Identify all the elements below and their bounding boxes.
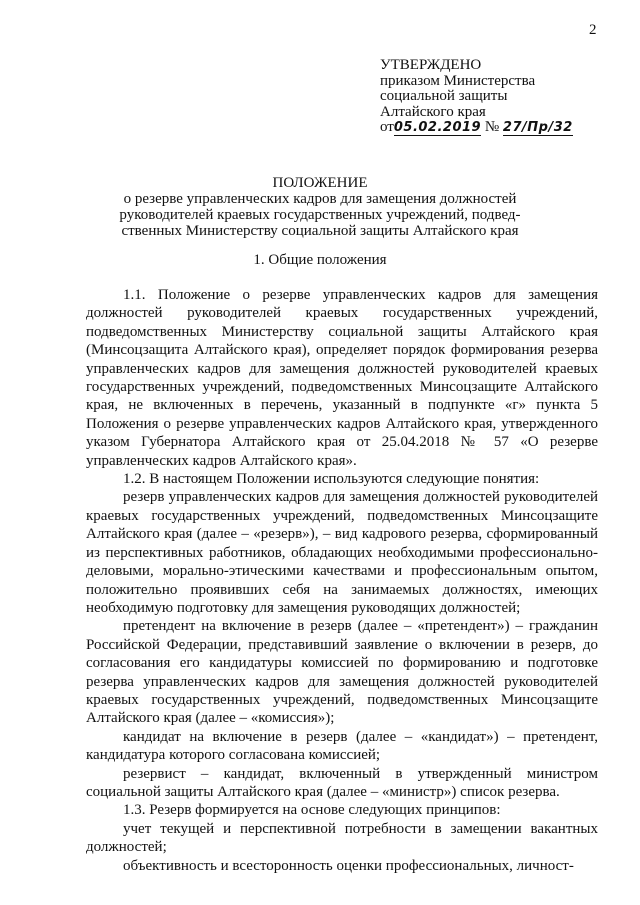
title-line: руководителей краевых государственных учреждений, подвед- — [119, 207, 521, 223]
document-body — [86, 286, 598, 875]
approval-stamp — [380, 58, 573, 136]
paragraph: кандидат на включение в резерв (далее – «кандидат») – претендент, кандидатура которого согласована комиссией; — [86, 728, 598, 764]
section-heading: 1. Общие положения — [253, 252, 387, 268]
approval-line: приказом Министерства — [380, 72, 536, 89]
approval-line: Алтайского края — [380, 103, 486, 120]
date-prefix: от — [380, 119, 394, 135]
paragraph: претендент на включение в резерв (далее – «претендент») – гражданин Российской Федерации, представивший заявление о включении в резерв, до согласования его кандидатуры комиссией по формированию и подготовке резерва управленческих кадров для замещения должностей руководителей краевых государственных учреждений, подведомственных Минсоцзащите Алтайского края (далее – «комиссия»); — [86, 618, 598, 727]
document-title — [0, 175, 640, 239]
approval-heading: УТВЕРЖДЕНО — [380, 57, 482, 73]
title-main: ПОЛОЖЕНИЕ — [272, 175, 368, 191]
paragraph: 1.1. Положение о резерве управленческих кадров для замещения должностей руководителей краевых государственных учреждений, подведомственных Министерству социальной защиты Алтайского края (Минсоцзащита Алтайского края), определяет порядок формирования резерва управленческих кадров для замещения должностей руководителей краевых государственных учреждений, подведомственных Минсоцзащите Алтайского края, не включенных в перечень, указанный в подпункте «г» пункта 5 Положения о резерве управленческих кадров Алтайского края, утвержденного указом Губернатора Алтайского края от 25.04.2018 № 57 «О резерве управленческих кадров Алтайского края». — [86, 287, 598, 469]
paragraph: резерв управленческих кадров для замещения должностей руководителей краевых государственных учреждений, подведомственных Минсоцзащите Алтайского края (далее – «резерв»), – вид кадрового резерва, сформированный из перспективных работников, обладающих необходимыми профессионально-деловыми, морально-этическими качествами и профессиональным опытом, положительно проявивших себя на занимаемых должностях, имеющих необходимую подготовку для замещения руководящих должностей; — [86, 489, 598, 616]
handwritten-date: 05.02.2019 — [393, 120, 482, 135]
paragraph: 1.2. В настоящем Положении используются следующие понятия: — [123, 471, 540, 488]
number-label: № — [484, 119, 500, 135]
paragraph: учет текущей и перспективной потребности в замещении вакантных должностей; — [86, 820, 598, 856]
title-line: ственных Министерству социальной защиты Алтайского края — [121, 223, 519, 239]
approval-line: социальной защиты — [380, 88, 508, 104]
handwritten-number: 27/Пр/32 — [502, 120, 573, 135]
title-line: о резерве управленческих кадров для замещения должностей — [123, 191, 517, 207]
paragraph: 1.3. Резерв формируется на основе следующих принципов: — [123, 802, 501, 819]
approval-date-line — [380, 120, 573, 136]
paragraph: объективность и всесторонность оценки профессиональных, личност- — [123, 857, 574, 874]
page-number: 2 — [589, 22, 597, 38]
paragraph: резервист – кандидат, включенный в утвержденный министром социальной защиты Алтайского края (далее – «министр») список резерва. — [86, 765, 598, 800]
